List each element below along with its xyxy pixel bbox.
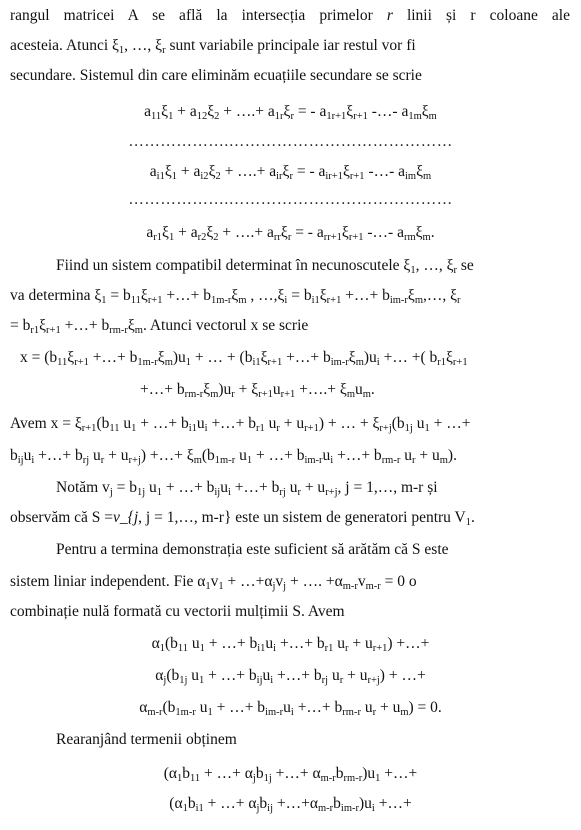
- paragraph-line-5: va determina $\xi_1 = b_{11}\xi_{r+1}$ +…+ $b_{1m-r}\xi_m$ , $\dots,\xi_i = b_{i1}\xi_{r+1}$ +…+ $b_{im-r}\xi_m,\dots$, $\xi_r$: [10, 287, 461, 306]
- system-equation-r: $a_{r1}\xi_1 + a_{r2}\xi_2$ + ….+ $a_{rr}\xi_r$ = - $a_{rr+1}\xi_{r+1}$ -…- $a_{rm}\xi_m$.: [146, 224, 435, 243]
- combination-line-3: $\alpha_{m-r}(b_{1m-r}$ $u_1$ + …+ $b_{im-r}u_i$ +…+ $b_{rm-r}$ $u_r + u_m) = 0$.: [139, 699, 442, 718]
- paragraph-line-6: = $b_{r1}\xi_{r+1}$ +…+ $b_{rm-r}\xi_m$. Atunci vectorul x se scrie: [10, 317, 309, 336]
- paragraph-line-8: $b_{ij}u_i$ +…+ $b_{rj}$ $u_r + u_{r+j}$) +…+ $\xi_m(b_{1m-r}$ $u_1$ + …+ $b_{im-r}u_i$ +…+ $b_{rm-r}$ $u_r + u_m$).: [10, 447, 457, 466]
- dots-row-1: ……………….……………………………………: [128, 133, 453, 150]
- rearranged-line-1: ($\alpha_1b_{11}$ + …+ $\alpha_jb_{1j}$ +…+ $\alpha_{m-r}b_{rm-r})u_1$ +…+: [163, 765, 418, 784]
- paragraph-line-9: Notăm $v_j = b_{1j}$ $u_1$ + …+ $b_{ij}u_i$ +…+ $b_{rj}$ $u_r + u_{r+j}$, j = 1,…, m-r și: [56, 479, 438, 498]
- paragraph-line-11: Pentru a termina demonstrația este suficient să arătăm că S este: [56, 541, 449, 558]
- dots-row-2: ……………….……………………………………: [128, 191, 453, 208]
- paragraph-line-10: observăm că S =v_{j, j = 1,…, m-r} este un sistem de generatori pentru $V_1$.: [10, 509, 475, 528]
- combination-line-2: $\alpha_j(b_{1j}$ $u_1$ + …+ $b_{ij}u_i$ +…+ $b_{rj}$ $u_r + u_{r+j}$) + …+: [155, 667, 426, 686]
- vector-x-line-1: $x = (b_{11}\xi_{r+1}$ +…+ $b_{1m-r}\xi_m)u_1$ + … + ($b_{i1}\xi_{r+1}$ +…+ $b_{im-r}\xi_m)u_i$ +… +( $b_{r1}\xi_{r+1}$: [20, 349, 468, 368]
- paragraph-line-2: acesteia. Atunci $\xi_1$, …, $\xi_r$ sunt variabile principale iar restul vor fi: [10, 37, 416, 56]
- paragraph-line-1: rangul matricei A se află la intersecția primelor r linii și r coloane ale: [10, 7, 570, 24]
- vector-x-line-2: +…+ $b_{rm-r}\xi_m)u_r + \xi_{r+1}u_{r+1}$ +….+ $\xi_mu_m$.: [140, 381, 375, 400]
- paragraph-line-7: Avem $x = \xi_{r+1}(b_{11}$ $u_1$ + …+ $b_{i1}u_i$ +…+ $b_{r1}$ $u_r + u_{r+1}$) + … + $\xi_{r+j}(b_{1j}$ $u_1$ + …+: [10, 415, 471, 434]
- paragraph-line-4: Fiind un sistem compatibil determinat în necunoscutele $\xi_1$, …, $\xi_r$ se: [56, 257, 474, 276]
- combination-line-1: $\alpha_1(b_{11}$ $u_1$ + …+ $b_{i1}u_i$ +…+ $b_{r1}$ $u_r + u_{r+1}$) +…+: [151, 635, 430, 654]
- paragraph-line-12: sistem liniar independent. Fie $\alpha_1v_1$ + $\dots+\alpha_jv_j$ + …. $+\alpha_{m-r}v_{m-r} = 0$ o: [10, 573, 417, 592]
- paragraph-line-3: secundare. Sistemul din care eliminăm ecuațiile secundare se scrie: [10, 67, 422, 84]
- paragraph-line-14: Rearanjând termenii obținem: [56, 731, 237, 748]
- paragraph-line-13: combinație nulă formată cu vectorii mulțimii S. Avem: [10, 603, 345, 620]
- rearranged-line-2: ($\alpha_1b_{i1}$ + …+ $\alpha_jb_{ij}$ $+\dots+\alpha_{m-r}b_{im-r})u_i$ +…+: [169, 795, 412, 814]
- system-equation-1: $a_{11}\xi_1 + a_{12}\xi_2$ + ….+ $a_{1r}\xi_r$ = - $a_{1r+1}\xi_{r+1}$ -…- $a_{1m}\xi_m$: [144, 103, 437, 122]
- system-equation-i: $a_{i1}\xi_1 + a_{i2}\xi_2$ + ….+ $a_{ir}\xi_r$ = - $a_{ir+1}\xi_{r+1}$ -…- $a_{im}\xi_m$: [149, 163, 432, 182]
